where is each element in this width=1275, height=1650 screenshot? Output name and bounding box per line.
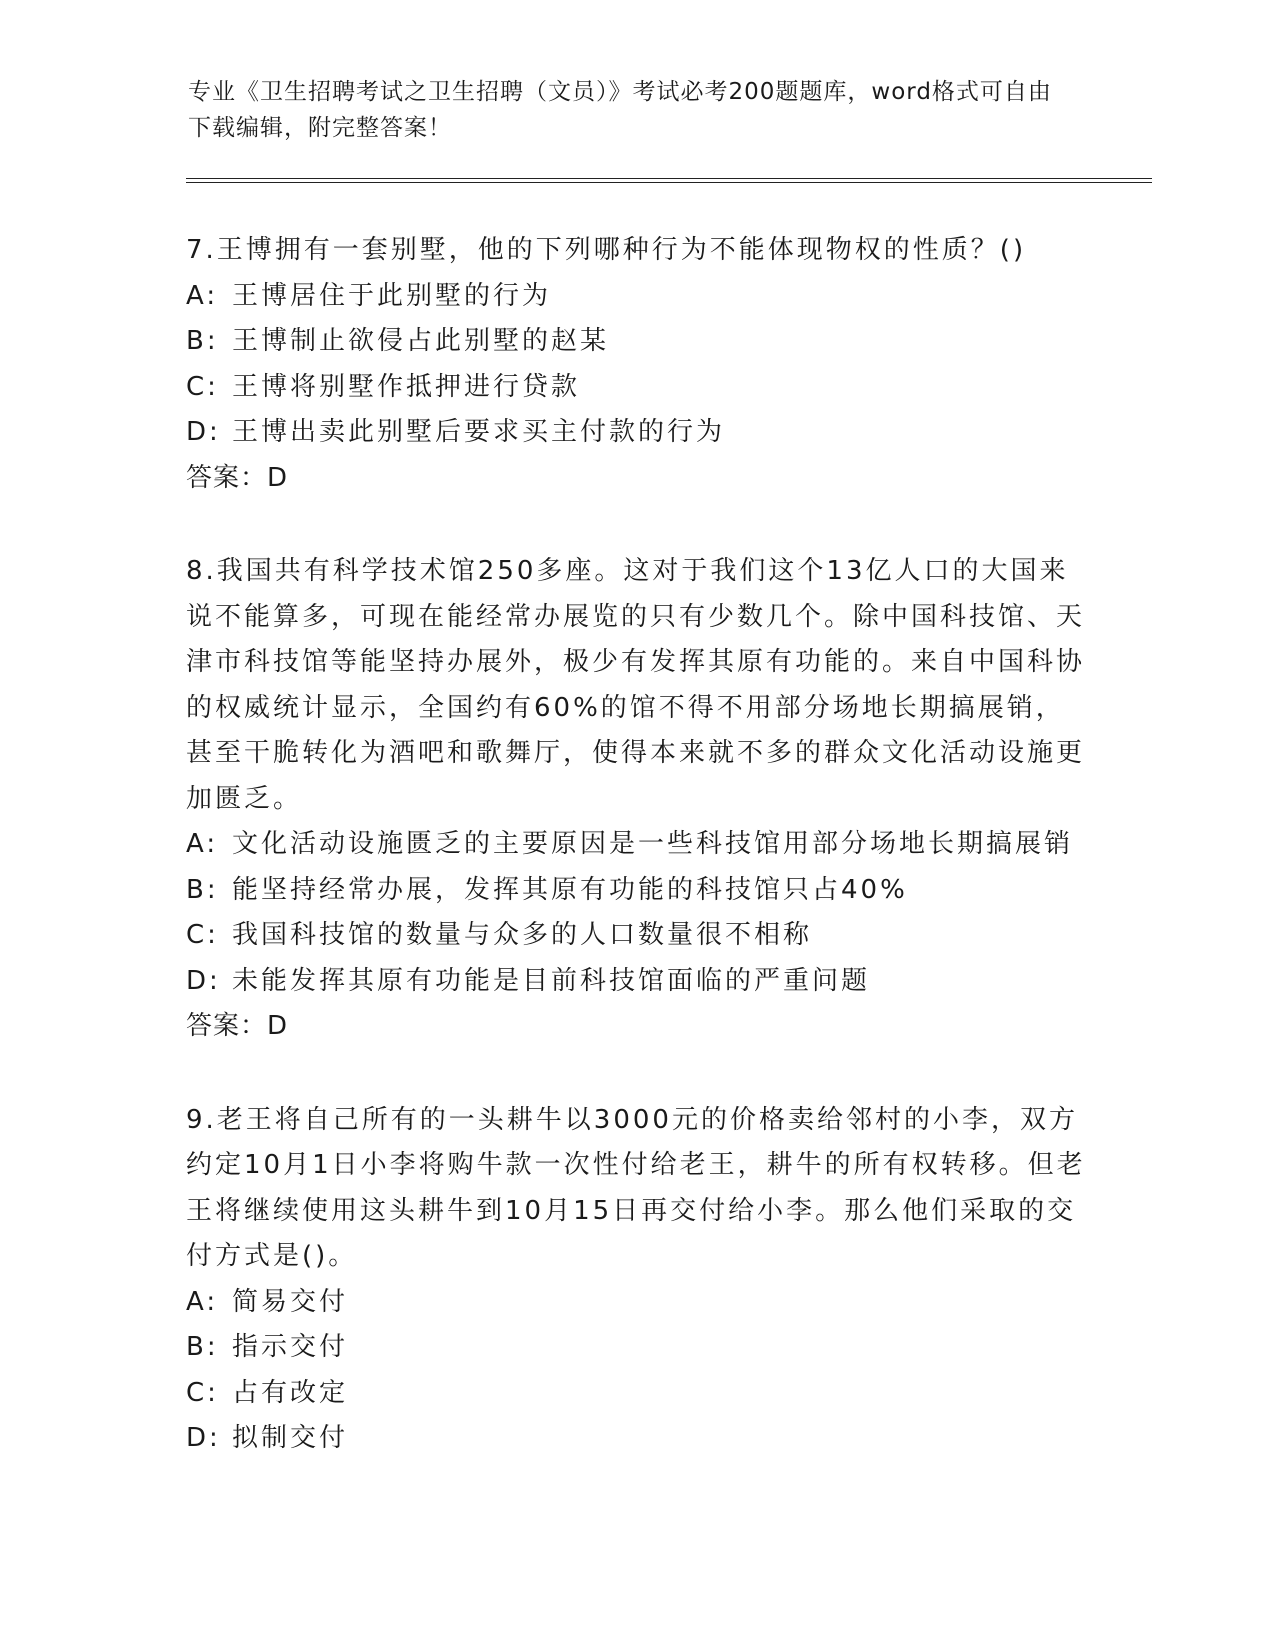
option-key: B: — [186, 326, 219, 356]
option-text: 指示交付 — [232, 1332, 349, 1362]
option-a — [186, 822, 1086, 868]
option-key: B: — [186, 874, 219, 905]
option-c — [186, 1371, 1086, 1417]
option-key: B: — [186, 1332, 219, 1362]
document-header: 专业《卫生招聘考试之卫生招聘（文员）》考试必考200题题库，word格式可自由下载编辑，附完整答案！ — [188, 79, 1052, 141]
option-text: 能坚持经常办展，发挥其原有功能的科技馆只占40% — [232, 874, 908, 905]
header-divider — [186, 178, 1152, 183]
question-8 — [186, 549, 1086, 1050]
option-text: 我国科技馆的数量与众多的人口数量很不相称 — [232, 920, 813, 950]
question-9 — [186, 1098, 1086, 1462]
option-text: 简易交付 — [232, 1286, 349, 1317]
option-key: C: — [186, 920, 219, 950]
question-list — [186, 228, 1086, 1510]
option-a — [186, 274, 1086, 320]
question-stem: 7.王博拥有一套别墅，他的下列哪种行为不能体现物权的性质？() — [186, 235, 1027, 265]
option-text: 占有改定 — [232, 1377, 349, 1408]
option-text: 王博制止欲侵占此别墅的赵某 — [232, 326, 610, 356]
option-key: A: — [186, 1286, 219, 1317]
option-key: D: — [186, 1423, 221, 1453]
option-text: 王博将别墅作抵押进行贷款 — [232, 371, 581, 402]
option-a — [186, 1280, 1086, 1326]
option-c — [186, 913, 1086, 959]
option-d — [186, 410, 1086, 456]
question-stem: 9.老王将自己所有的一头耕牛以3000元的价格卖给邻村的小李，双方约定10月1日小李将购牛款一次性付给老王，耕牛的所有权转移。但老王将继续使用这头耕牛到10月15日再交付给小李。那么他们采取的交付方式是()。 — [186, 1104, 1086, 1271]
option-text: 王博出卖此别墅后要求买主付款的行为 — [232, 417, 726, 447]
answer-line: 答案：D — [186, 462, 289, 493]
option-key: D: — [186, 417, 221, 447]
option-text: 未能发挥其原有功能是目前科技馆面临的严重问题 — [232, 965, 871, 996]
option-key: A: — [186, 829, 219, 859]
option-key: C: — [186, 371, 219, 402]
option-c — [186, 365, 1086, 411]
question-stem: 8.我国共有科学技术馆250多座。这对于我们这个13亿人口的大国来说不能算多，可现在能经常办展览的只有少数几个。除中国科技馆、天津市科技馆等能坚持办展外，极少有发挥其原有功能的。来自中国科协的权威统计显示，全国约有60%的馆不得不用部分场地长期搞展销，甚至干脆转化为酒吧和歌舞厅，使得本来就不多的群众文化活动设施更加匮乏。 — [186, 556, 1086, 814]
question-7 — [186, 228, 1086, 501]
option-text: 文化活动设施匮乏的主要原因是一些科技馆用部分场地长期搞展销 — [232, 829, 1074, 859]
option-key: C: — [186, 1377, 219, 1408]
answer-line: 答案：D — [186, 1011, 289, 1041]
option-b — [186, 1325, 1086, 1371]
option-key: D: — [186, 965, 221, 996]
option-b — [186, 868, 1086, 914]
option-b — [186, 319, 1086, 365]
option-d — [186, 1416, 1086, 1462]
option-d — [186, 959, 1086, 1005]
option-text: 拟制交付 — [232, 1423, 349, 1453]
option-text: 王博居住于此别墅的行为 — [232, 280, 552, 311]
option-key: A: — [186, 280, 219, 311]
